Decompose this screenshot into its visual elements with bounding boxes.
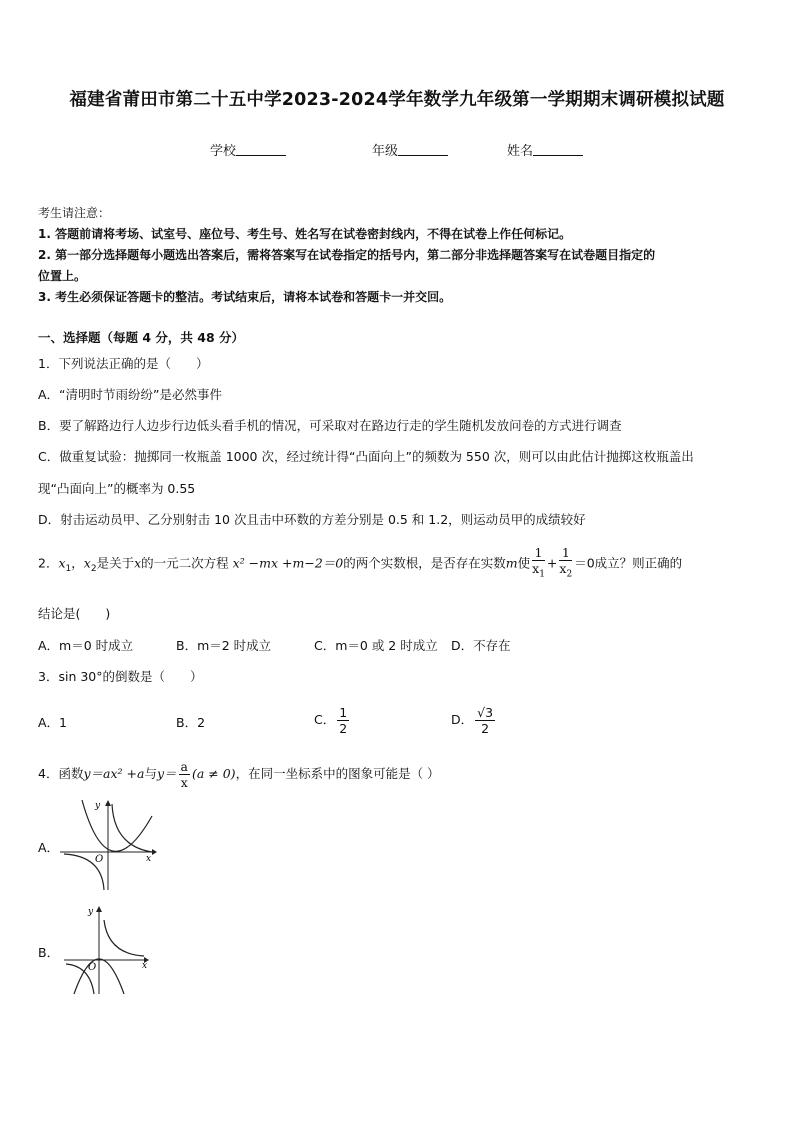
q1-stem: 1．下列说法正确的是（ ） <box>38 356 209 371</box>
q4-text: ，在同一坐标系中的图象可能是（ ） <box>235 766 440 781</box>
frac-denominator: 2 <box>481 721 490 736</box>
q3-option-d-fraction <box>475 705 495 736</box>
q2-option-d: D．不存在 <box>451 638 511 653</box>
parabola <box>82 800 152 851</box>
frac-denominator <box>532 561 545 583</box>
q2-text: 使 <box>517 555 531 571</box>
q4-function-2-lhs: y＝ <box>156 766 177 781</box>
q4-option-b-label: B． <box>38 945 60 960</box>
q2-text: 的一元二次方程 <box>141 555 229 571</box>
q1-option-d: D．射击运动员甲、乙分别射击 10 次且击中环数的方差分别是 0.5 和 1.2，则运动员甲的成绩较好 <box>38 512 586 527</box>
q3-stem: 3．sin 30°的倒数是（ ） <box>38 669 203 684</box>
note-item: 1. 答题前请将考场、试室号、座位号、考生号、姓名写在试卷密封线内，不得在试卷上作任何标记。 <box>38 227 572 241</box>
q4-text: 与 <box>144 766 157 781</box>
grade-blank <box>398 143 448 156</box>
note-item: 3. 考生必须保证答题卡的整洁。考试结束后，请将本试卷和答题卡一并交回。 <box>38 290 452 304</box>
school-label: 学校 <box>210 144 237 159</box>
hyperbola-branch-1 <box>112 804 152 852</box>
q2-comma: ， <box>71 555 84 571</box>
q2-text: 成立？则正确的 <box>594 555 683 571</box>
q2-xvar: x <box>134 555 142 571</box>
y-axis-label: y <box>88 907 94 917</box>
note-item: 位置上。 <box>38 269 87 283</box>
origin-label: O <box>88 962 97 973</box>
q1-option-c: C．做重复试验：抛掷同一枚瓶盖 1000 次，经过统计得“凸面向上”的频数为 550 次，则可以由此估计抛掷这枚瓶盖出 <box>38 449 694 464</box>
school-field <box>210 140 286 159</box>
q2-stem-cont: 结论是( ) <box>38 606 111 621</box>
q2-option-c: C．m＝0 或 2 时成立 <box>314 638 438 653</box>
section-heading: 一、选择题（每题 4 分，共 48 分） <box>38 330 245 345</box>
name-blank <box>533 143 583 156</box>
note-item: 2. 第一部分选择题每小题选出答案后，需将答案写在试卷指定的括号内，第二部分非选择题答案写在试卷题目指定的 <box>38 248 656 262</box>
name-label: 姓名 <box>507 144 534 159</box>
hyperbola-branch-1 <box>104 920 144 956</box>
frac-denominator: 2 <box>339 721 348 736</box>
q3-option-c <box>314 700 351 740</box>
q2-plus: + <box>546 555 558 571</box>
q4-option-a-label: A． <box>38 840 60 855</box>
q3-option-b: B．2 <box>176 715 206 730</box>
frac-numerator: 1 <box>339 705 348 720</box>
frac-denominator: x <box>180 775 188 790</box>
q3-option-a: A．1 <box>38 715 68 730</box>
q2-fraction-2 <box>559 545 572 583</box>
q2-equals-zero: ＝0 <box>574 555 595 571</box>
page-title: 福建省莆田市第二十五中学2023-2024学年数学九年级第一学期期末调研模拟试题 <box>69 90 725 110</box>
x-axis-arrow <box>152 849 157 855</box>
q4-graph-b <box>64 902 164 997</box>
frac-numerator: 1 <box>559 545 572 561</box>
q4-number: 4．函数 <box>38 766 84 781</box>
x-axis-label: x <box>142 961 148 971</box>
y-axis-label: y <box>95 801 101 811</box>
q2-option-b: B．m＝2 时成立 <box>176 638 272 653</box>
q2-number: 2． <box>38 555 59 571</box>
q3-option-d-label: D． <box>451 712 474 727</box>
q4-function-1: y＝ax² +a <box>83 766 145 781</box>
q3-option-c-label: C． <box>314 712 336 727</box>
q2-sub1: 1 <box>65 563 72 574</box>
exam-notes <box>38 203 758 308</box>
q2-x1: x <box>58 555 66 571</box>
x-axis-label: x <box>146 854 152 864</box>
q4-condition: (a ≠ 0) <box>191 766 236 781</box>
q2-mvar: m <box>505 555 518 571</box>
frac-denominator <box>559 561 572 583</box>
q2-fraction-1 <box>532 545 545 583</box>
q2-x2: x <box>83 555 91 571</box>
grade-label: 年级 <box>372 144 399 159</box>
q2-frac-sub: 1 <box>539 569 545 580</box>
q2-equation: x² −mx +m−2＝0 <box>232 555 344 571</box>
q4-function-2-fraction <box>179 759 190 790</box>
name-field <box>507 140 583 159</box>
frac-numerator: 1 <box>532 545 545 561</box>
y-axis-arrow <box>96 906 102 912</box>
q2-frac-x: x <box>532 561 540 576</box>
q3-option-c-fraction <box>337 705 349 736</box>
frac-numerator: √3 <box>477 705 494 720</box>
q2-option-a: A．m＝0 时成立 <box>38 638 134 653</box>
q2-text: 的两个实数根，是否存在实数 <box>343 555 506 571</box>
q1-option-c-cont: 现“凸面向上”的概率为 0.55 <box>38 481 196 496</box>
q4-graph-a <box>60 798 160 893</box>
frac-numerator: a <box>180 759 188 774</box>
notes-heading: 考生请注意： <box>38 206 111 220</box>
q4-stem <box>38 754 440 794</box>
q2-sub2: 2 <box>90 563 97 574</box>
school-blank <box>236 143 286 156</box>
grade-field <box>372 140 448 159</box>
q1-option-a: A．“清明时节雨纷纷”是必然事件 <box>38 387 223 402</box>
q1-option-b: B．要了解路边行人边步行边低头看手机的情况，可采取对在路边行走的学生随机发放问卷的方式进行调查 <box>38 418 622 433</box>
y-axis-arrow <box>105 800 111 806</box>
q3-option-d <box>451 700 497 740</box>
q2-stem <box>38 545 682 587</box>
q2-frac-sub: 2 <box>566 569 573 580</box>
origin-label: O <box>95 854 104 865</box>
q2-frac-x: x <box>559 561 567 576</box>
q2-text: 是关于 <box>96 555 135 571</box>
